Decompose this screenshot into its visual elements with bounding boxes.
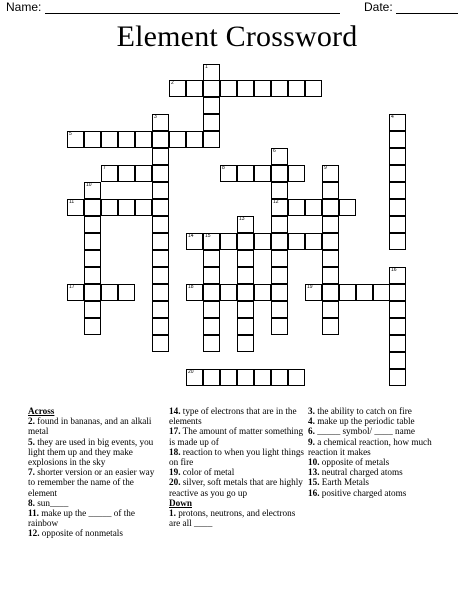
crossword-cell[interactable]	[152, 114, 169, 131]
clue-item	[308, 467, 448, 477]
clue-number: 18	[188, 284, 194, 290]
crossword-cell[interactable]	[271, 301, 288, 318]
crossword-cell[interactable]	[237, 301, 254, 318]
crossword-cell[interactable]	[237, 318, 254, 335]
clue-item-number: 11.	[28, 508, 39, 519]
crossword-cell[interactable]	[101, 284, 118, 301]
crossword-cell[interactable]	[186, 369, 203, 386]
crossword-cell[interactable]	[169, 131, 186, 148]
crossword-cell[interactable]	[152, 318, 169, 335]
crossword-cell[interactable]	[389, 148, 406, 165]
clue-item-number: 1.	[169, 508, 176, 519]
clue-item	[169, 508, 304, 528]
crossword-cell[interactable]	[254, 369, 271, 386]
crossword-cell[interactable]	[220, 80, 237, 97]
crossword-cell[interactable]	[67, 284, 84, 301]
clue-number: 16	[391, 267, 397, 273]
crossword-cell[interactable]	[203, 131, 220, 148]
crossword-cell[interactable]	[203, 369, 220, 386]
clue-item-number: 8.	[28, 497, 35, 508]
crossword-cell[interactable]	[389, 301, 406, 318]
clue-item	[308, 406, 448, 416]
clue-number: 20	[188, 369, 194, 375]
crossword-cell[interactable]	[169, 80, 186, 97]
crossword-cell[interactable]	[322, 284, 339, 301]
clue-item-text: make up the periodic table	[314, 416, 415, 427]
crossword-cell[interactable]	[389, 233, 406, 250]
crossword-cell[interactable]	[186, 284, 203, 301]
clue-item-text: a chemical reaction, how much reaction it makes	[308, 436, 432, 457]
clue-section-heading: Across	[28, 406, 55, 416]
crossword-cell[interactable]	[237, 80, 254, 97]
crossword-cell[interactable]	[322, 318, 339, 335]
clue-list	[0, 406, 474, 606]
clue-item-text: sun____	[34, 497, 69, 508]
crossword-cell[interactable]	[84, 182, 101, 199]
crossword-cell[interactable]	[101, 131, 118, 148]
crossword-cell[interactable]	[271, 284, 288, 301]
crossword-cell[interactable]	[322, 216, 339, 233]
crossword-cell[interactable]	[271, 233, 288, 250]
crossword-cell[interactable]	[84, 131, 101, 148]
crossword-cell[interactable]	[322, 199, 339, 216]
crossword-cell[interactable]	[339, 284, 356, 301]
clue-number: 7	[103, 165, 106, 171]
clue-number: 10	[86, 182, 92, 188]
clue-item-number: 7.	[28, 467, 35, 478]
crossword-cell[interactable]	[288, 369, 305, 386]
crossword-cell[interactable]	[101, 165, 118, 182]
clue-item-number: 12.	[28, 528, 40, 539]
clue-item-number: 16.	[308, 487, 320, 498]
crossword-cell[interactable]	[135, 131, 152, 148]
crossword-cell[interactable]	[152, 165, 169, 182]
clue-number: 17	[69, 284, 75, 290]
crossword-cell[interactable]	[203, 233, 220, 250]
clue-item	[169, 426, 304, 446]
crossword-cell[interactable]	[389, 369, 406, 386]
crossword-cell[interactable]	[84, 233, 101, 250]
crossword-cell[interactable]	[373, 284, 390, 301]
crossword-cell[interactable]	[254, 80, 271, 97]
crossword-cell[interactable]	[271, 165, 288, 182]
crossword-cell[interactable]	[135, 165, 152, 182]
crossword-cell[interactable]	[203, 267, 220, 284]
crossword-cell[interactable]	[237, 250, 254, 267]
clue-item	[169, 406, 304, 426]
crossword-cell[interactable]	[322, 267, 339, 284]
crossword-cell[interactable]	[203, 250, 220, 267]
clue-item-text: The amount of matter something is made up of	[169, 426, 304, 447]
crossword-cell[interactable]	[288, 233, 305, 250]
clue-item-number: 13.	[308, 467, 320, 478]
crossword-cell[interactable]	[135, 199, 152, 216]
crossword-cell[interactable]	[271, 199, 288, 216]
crossword-cell[interactable]	[220, 284, 237, 301]
crossword-cell[interactable]	[220, 369, 237, 386]
crossword-cell[interactable]	[254, 233, 271, 250]
crossword-cell[interactable]	[186, 80, 203, 97]
crossword-cell[interactable]	[84, 284, 101, 301]
crossword-cell[interactable]	[84, 199, 101, 216]
crossword-cell[interactable]	[305, 233, 322, 250]
clue-number: 14	[188, 233, 194, 239]
clue-item-number: 9.	[308, 436, 315, 447]
clue-number: 13	[239, 216, 245, 222]
clue-item-text: reaction to when you light things on fire	[169, 446, 304, 468]
crossword-cell[interactable]	[152, 284, 169, 301]
crossword-cell[interactable]	[152, 267, 169, 284]
clue-number: 11	[69, 199, 75, 205]
clue-item-text: protons, neutrons, and electrons are all ____	[169, 508, 296, 529]
clue-item-text: the ability to catch on fire	[314, 406, 412, 416]
crossword-cell[interactable]	[101, 199, 118, 216]
crossword-cell[interactable]	[203, 64, 220, 81]
crossword-cell[interactable]	[271, 369, 288, 386]
clue-item-text: Earth Metals	[319, 477, 369, 488]
crossword-cell[interactable]	[254, 165, 271, 182]
clue-item-number: 5.	[28, 436, 35, 447]
crossword-cell[interactable]	[220, 233, 237, 250]
clue-item-text: color of metal	[180, 467, 235, 478]
clue-item	[28, 467, 163, 498]
crossword-cell[interactable]	[84, 267, 101, 284]
page-title: Element Crossword	[116, 20, 358, 53]
clue-number: 12	[273, 199, 279, 205]
clue-item-text: shorter version or an easier way to remember the name of the element	[28, 467, 155, 498]
crossword-cell[interactable]	[271, 148, 288, 165]
clue-item	[308, 477, 448, 487]
clue-number: 15	[205, 233, 211, 239]
clue-item-number: 6.	[308, 426, 315, 437]
clue-number: 19	[307, 284, 313, 290]
crossword-cell[interactable]	[84, 250, 101, 267]
clue-item	[308, 437, 448, 457]
crossword-cell[interactable]	[152, 233, 169, 250]
crossword-cell[interactable]	[118, 131, 135, 148]
crossword-cell[interactable]	[389, 182, 406, 199]
crossword-cell[interactable]	[186, 233, 203, 250]
crossword-cell[interactable]	[152, 148, 169, 165]
crossword-cell[interactable]	[118, 199, 135, 216]
crossword-cell[interactable]	[288, 199, 305, 216]
crossword-cell[interactable]	[305, 199, 322, 216]
crossword-cell[interactable]	[271, 267, 288, 284]
clue-number: 2	[171, 80, 174, 86]
crossword-cell[interactable]	[203, 335, 220, 352]
crossword-cell[interactable]	[322, 301, 339, 318]
crossword-cell[interactable]	[322, 182, 339, 199]
clue-item-text: type of electrons that are in the elements	[169, 406, 297, 427]
crossword-cell[interactable]	[203, 284, 220, 301]
clue-item-number: 4.	[308, 416, 315, 427]
clue-item	[308, 416, 448, 426]
crossword-cell[interactable]	[389, 267, 406, 284]
clue-section-heading: Down	[169, 497, 192, 508]
clue-item	[169, 467, 304, 477]
crossword-cell[interactable]	[84, 318, 101, 335]
clue-number: 5	[69, 131, 72, 137]
crossword-cell[interactable]	[237, 165, 254, 182]
crossword-cell[interactable]	[84, 301, 101, 318]
clue-item	[28, 498, 163, 508]
crossword-cell[interactable]	[152, 199, 169, 216]
crossword-cell[interactable]	[305, 284, 322, 301]
crossword-cell[interactable]	[237, 216, 254, 233]
crossword-cell[interactable]	[322, 233, 339, 250]
clue-item	[28, 528, 163, 538]
clue-number: 1	[205, 64, 208, 70]
crossword-cell[interactable]	[152, 182, 169, 199]
crossword-cell[interactable]	[389, 335, 406, 352]
crossword-cell[interactable]	[118, 165, 135, 182]
crossword-cell[interactable]	[271, 216, 288, 233]
crossword-cell[interactable]	[203, 318, 220, 335]
clue-number: 8	[222, 165, 225, 171]
date-label: Date:	[364, 0, 393, 14]
clue-number: 9	[324, 165, 327, 171]
crossword-cell[interactable]	[389, 114, 406, 131]
clue-item-number: 20.	[169, 477, 181, 488]
crossword-cell[interactable]	[356, 284, 373, 301]
crossword-cell[interactable]	[271, 318, 288, 335]
name-label: Name:	[6, 0, 42, 14]
clue-number: 6	[273, 148, 276, 154]
clue-item-text: they are used in big events, you light them up and they make explosions in the sky	[28, 436, 154, 468]
crossword-cell[interactable]	[203, 97, 220, 114]
crossword-cell[interactable]	[237, 233, 254, 250]
crossword-cell[interactable]	[152, 131, 169, 148]
crossword-cell[interactable]	[84, 216, 101, 233]
crossword-cell[interactable]	[67, 199, 84, 216]
crossword-cell[interactable]	[389, 284, 406, 301]
clue-item-text: positive charged atoms	[319, 487, 407, 498]
clue-column-2	[169, 406, 304, 528]
crossword-cell[interactable]	[220, 165, 237, 182]
crossword-cell[interactable]	[237, 369, 254, 386]
crossword-cell[interactable]	[271, 80, 288, 97]
crossword-cell[interactable]	[322, 165, 339, 182]
clue-item-number: 3.	[308, 406, 315, 416]
clue-item-number: 10.	[308, 457, 320, 468]
crossword-cell[interactable]	[339, 199, 356, 216]
crossword-cell[interactable]	[389, 165, 406, 182]
crossword-cell[interactable]	[152, 301, 169, 318]
clue-item	[169, 477, 304, 497]
crossword-cell[interactable]	[389, 216, 406, 233]
clue-item-text: silver, soft metals that are highly reactive as you go up	[169, 477, 303, 498]
crossword-cell[interactable]	[254, 284, 271, 301]
crossword-cell[interactable]	[186, 131, 203, 148]
crossword-cell[interactable]	[322, 250, 339, 267]
crossword-cell[interactable]	[271, 250, 288, 267]
crossword-cell[interactable]	[288, 165, 305, 182]
crossword-cell[interactable]	[389, 131, 406, 148]
clue-item-text: neutral charged atoms	[319, 467, 403, 478]
clue-item-text: _____ symbol/ ____ name	[314, 426, 415, 437]
crossword-cell[interactable]	[152, 250, 169, 267]
crossword-cell[interactable]	[152, 216, 169, 233]
crossword-cell[interactable]	[305, 80, 322, 97]
clue-item-text: make up the _____ of the rainbow	[28, 508, 135, 529]
crossword-cell[interactable]	[271, 182, 288, 199]
clue-item-number: 15.	[308, 477, 320, 488]
clue-column-1	[28, 406, 163, 539]
crossword-cell[interactable]	[389, 318, 406, 335]
clue-item-text: opposite of metals	[319, 457, 390, 468]
crossword-cell[interactable]	[203, 114, 220, 131]
crossword-cell[interactable]	[67, 131, 84, 148]
clue-item-text: found in bananas, and an alkali metal	[28, 416, 152, 437]
clue-item-number: 19.	[169, 467, 181, 478]
crossword-cell[interactable]	[118, 284, 135, 301]
crossword-cell[interactable]	[237, 335, 254, 352]
crossword-cell[interactable]	[237, 284, 254, 301]
clue-item-number: 2.	[28, 416, 35, 427]
clue-item	[308, 488, 448, 498]
clue-item-number: 14.	[169, 406, 181, 416]
crossword-cell[interactable]	[288, 80, 305, 97]
clue-number: 3	[154, 114, 157, 120]
crossword-cell[interactable]	[152, 335, 169, 352]
clue-number: 4	[391, 114, 394, 120]
crossword-cell[interactable]	[203, 301, 220, 318]
clue-item	[308, 457, 448, 467]
clue-item-number: 18.	[169, 446, 181, 457]
crossword-cell[interactable]	[237, 267, 254, 284]
clue-item	[169, 447, 304, 467]
crossword-cell[interactable]	[389, 352, 406, 369]
clue-item-number: 17.	[169, 426, 181, 437]
clue-item-text: opposite of nonmetals	[39, 528, 123, 539]
crossword-cell[interactable]	[203, 80, 220, 97]
clue-column-3	[308, 406, 448, 498]
clue-item	[28, 416, 163, 436]
crossword-cell[interactable]	[389, 199, 406, 216]
clue-item	[28, 508, 163, 528]
clue-item	[28, 437, 163, 468]
clue-item	[308, 426, 448, 436]
